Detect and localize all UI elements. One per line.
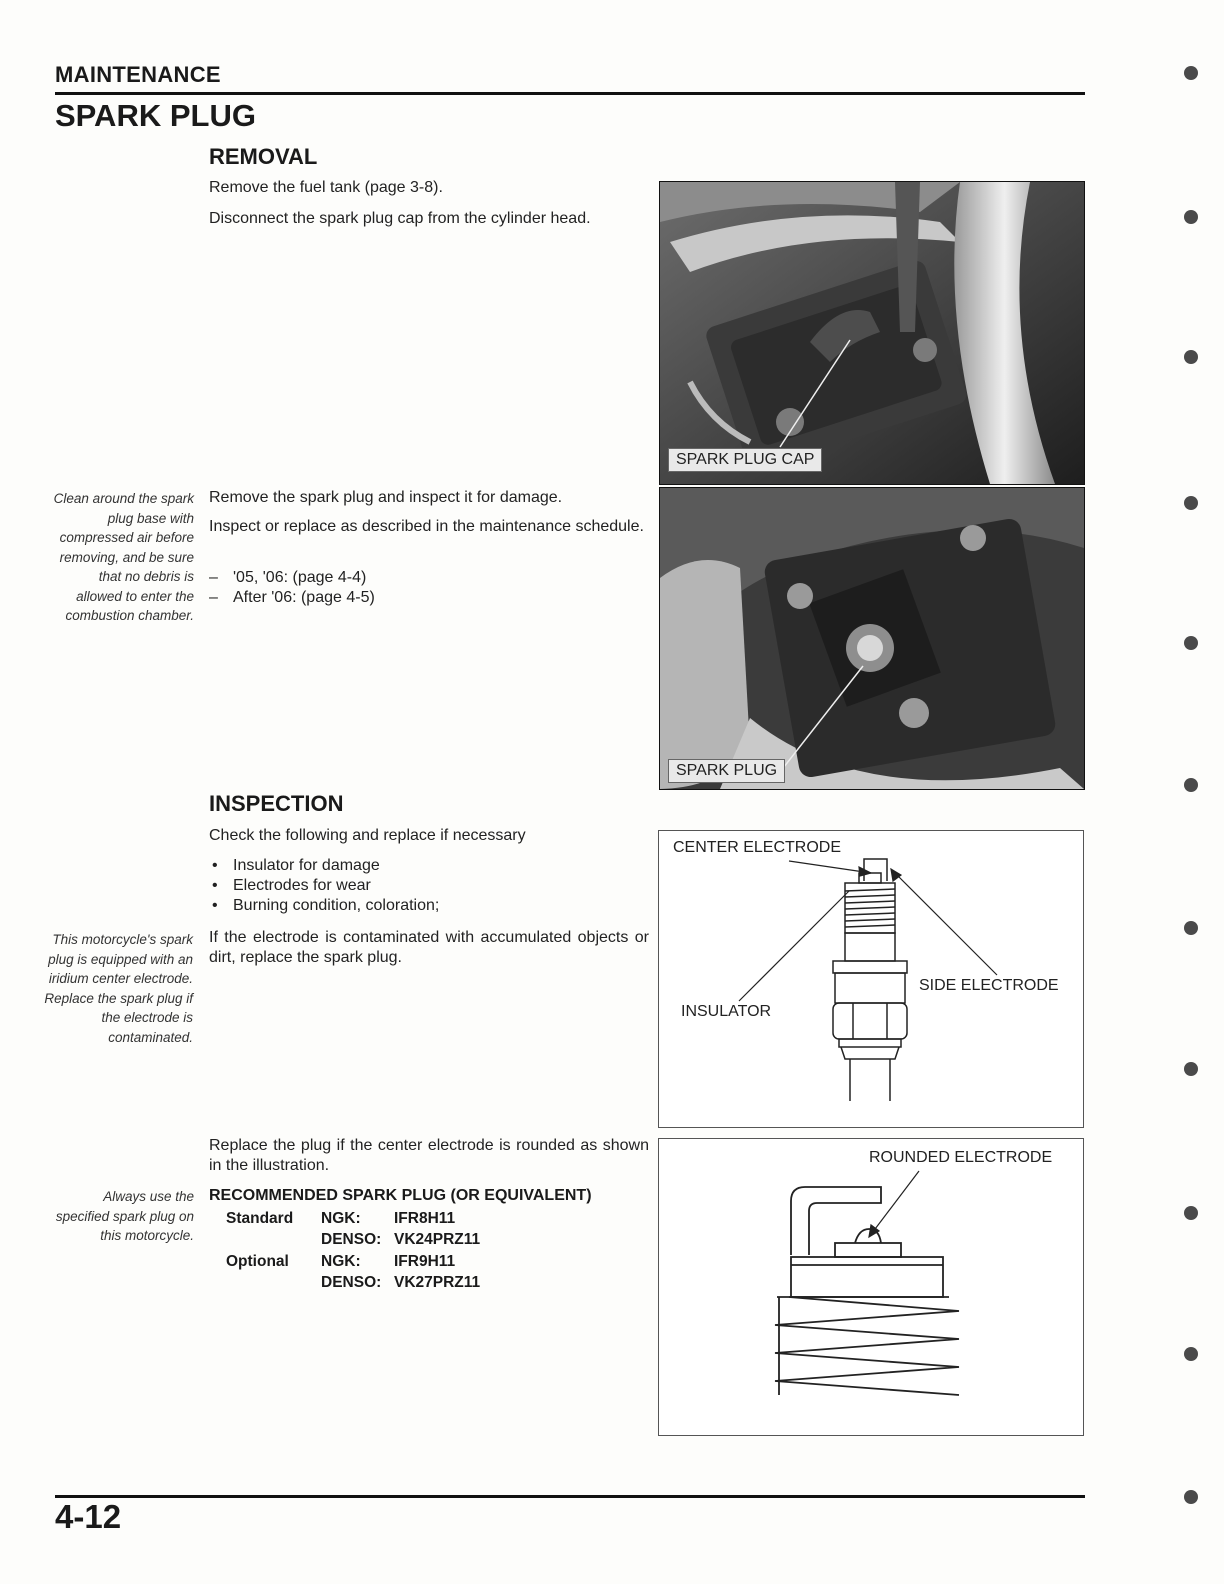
check-item: • Electrodes for wear	[209, 876, 649, 896]
section-label: MAINTENANCE	[55, 62, 221, 87]
binder-hole	[1184, 210, 1198, 224]
label-center-electrode: CENTER ELECTRODE	[673, 839, 842, 856]
check-item: • Insulator for damage	[209, 856, 649, 876]
side-note-clean: Clean around the spark plug base with compressed air before removing, and be sure that no debris is allowed to enter the combustion chamber.	[53, 491, 194, 623]
spec-optional-denso: VK27PRZ11	[394, 1274, 481, 1291]
footer-rule	[55, 1495, 1085, 1498]
label-insulator: INSULATOR	[681, 1003, 772, 1020]
spec-ngk-label: NGK:	[321, 1210, 361, 1227]
inspection-rounded: Replace the plug if the center electrode is rounded as shown in the illustration.	[209, 1137, 649, 1174]
photo-label-cap: SPARK PLUG CAP	[668, 448, 822, 472]
removal-heading: REMOVAL	[209, 144, 318, 169]
photo-spark-plug-cap	[659, 181, 1085, 485]
rounded-electrode-diagram	[659, 1139, 1083, 1435]
spec-optional-ngk: IFR9H11	[394, 1253, 456, 1270]
binder-hole	[1184, 636, 1198, 650]
schedule-item: – After '06: (page 4-5)	[209, 588, 649, 608]
recommended-heading: RECOMMENDED SPARK PLUG (OR EQUIVALENT)	[209, 1187, 592, 1204]
removal-step-inspect: Inspect or replace as described in the maintenance schedule.	[209, 518, 644, 535]
schedule-list	[209, 568, 649, 608]
binder-hole	[1184, 921, 1198, 935]
binder-hole	[1184, 1206, 1198, 1220]
side-note-iridium: This motorcycle's spark plug is equipped with an iridium center electrode. Replace the spark plug if the electrode is contaminated.	[44, 932, 193, 1045]
diagram-rounded-electrode	[658, 1138, 1084, 1436]
removal-step-fuel-tank: Remove the fuel tank (page 3-8).	[209, 179, 443, 196]
spec-standard-denso: VK24PRZ11	[394, 1231, 481, 1248]
binder-hole	[1184, 1062, 1198, 1076]
binder-hole	[1184, 66, 1198, 80]
spec-standard-ngk: IFR8H11	[394, 1210, 456, 1227]
label-rounded-electrode: ROUNDED ELECTRODE	[869, 1149, 1053, 1166]
spec-denso-label: DENSO:	[321, 1231, 382, 1248]
check-item: • Burning condition, coloration;	[209, 896, 649, 916]
diagram-spark-plug-parts	[658, 830, 1084, 1128]
inspection-checklist	[209, 856, 649, 916]
page-number: 4-12	[55, 1498, 122, 1535]
header-rule	[55, 92, 1085, 95]
binder-hole	[1184, 778, 1198, 792]
binder-hole	[1184, 1347, 1198, 1361]
inspection-contaminated: If the electrode is contaminated with accumulated objects or dirt, replace the spark plug.	[209, 929, 649, 966]
removal-step-disconnect-cap: Disconnect the spark plug cap from the cylinder head.	[209, 210, 591, 227]
inspection-heading: INSPECTION	[209, 791, 344, 816]
page-title: SPARK PLUG	[55, 98, 256, 133]
photo-plug-illustration	[660, 488, 1084, 789]
spec-denso-label: DENSO:	[321, 1274, 382, 1291]
schedule-item: – '05, '06: (page 4-4)	[209, 568, 649, 588]
binder-hole	[1184, 350, 1198, 364]
photo-cap-illustration	[660, 182, 1084, 484]
removal-step-remove-plug: Remove the spark plug and inspect it for damage.	[209, 489, 563, 506]
spec-standard-label: Standard	[226, 1210, 294, 1227]
binder-hole	[1184, 1490, 1198, 1504]
binder-hole	[1184, 496, 1198, 510]
label-side-electrode: SIDE ELECTRODE	[919, 977, 1059, 994]
spec-ngk-label: NGK:	[321, 1253, 361, 1270]
photo-spark-plug	[659, 487, 1085, 790]
photo-label-plug: SPARK PLUG	[668, 759, 785, 783]
side-note-specified: Always use the specified spark plug on this motorcycle.	[55, 1189, 194, 1243]
spec-optional-label: Optional	[226, 1253, 289, 1270]
inspection-intro: Check the following and replace if necessary	[209, 827, 526, 844]
